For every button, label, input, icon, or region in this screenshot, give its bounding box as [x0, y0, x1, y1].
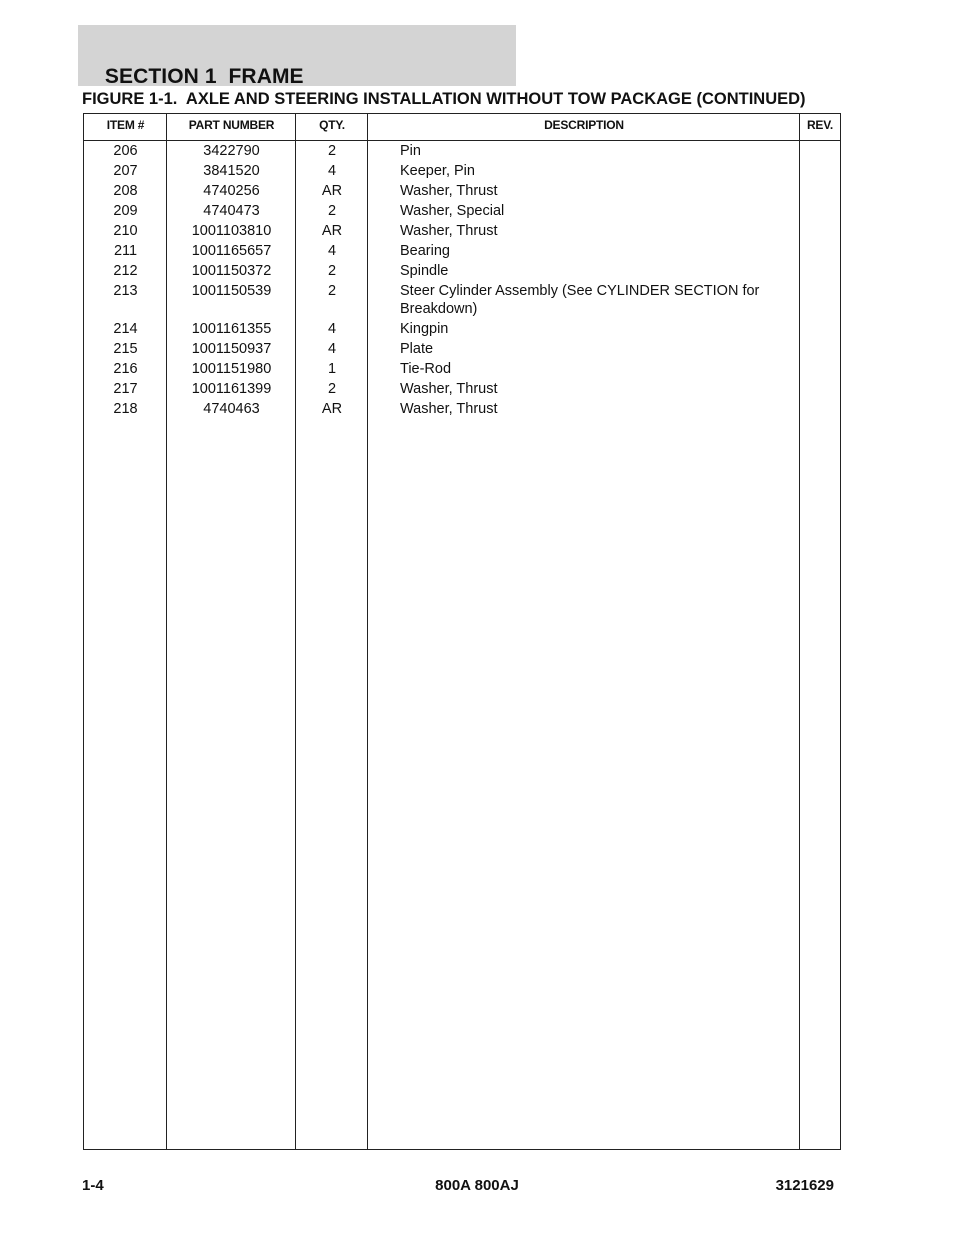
section-banner — [78, 25, 516, 86]
item-number: 209 — [113, 203, 138, 219]
description: Spindle — [400, 263, 449, 279]
quantity: 2 — [327, 203, 337, 219]
description: Tie-Rod — [400, 361, 452, 377]
item-number: 216 — [113, 361, 138, 377]
item-number: 213 — [113, 283, 138, 299]
quantity: 2 — [327, 283, 337, 299]
figure-title: FIGURE 1-1. AXLE AND STEERING INSTALLATION WITHOUT TOW PACKAGE (CONTINUED) — [82, 90, 806, 108]
description: Steer Cylinder Assembly (See CYLINDER SECTION for Breakdown) — [400, 283, 760, 317]
footer-doc-number: 3121629 — [775, 1177, 834, 1194]
header-item: ITEM # — [106, 118, 145, 132]
table-row — [84, 221, 840, 241]
quantity: 2 — [327, 381, 337, 397]
description: Bearing — [400, 243, 450, 259]
table-row — [84, 141, 840, 161]
footer-page-number: 1-4 — [82, 1177, 104, 1194]
part-number: 1001150937 — [191, 341, 272, 357]
quantity: AR — [321, 183, 343, 199]
header-rev: REV. — [806, 118, 834, 132]
description: Washer, Thrust — [400, 183, 498, 199]
footer-model: 800A 800AJ — [435, 1177, 519, 1194]
part-number: 1001161355 — [191, 321, 272, 337]
table-row — [84, 319, 840, 339]
table-row — [84, 339, 840, 359]
item-number: 211 — [113, 243, 138, 259]
description: Washer, Thrust — [400, 401, 498, 417]
table-row — [84, 399, 840, 419]
table-body — [84, 141, 840, 419]
item-number: 210 — [113, 223, 138, 239]
quantity: 1 — [327, 361, 337, 377]
quantity: 4 — [327, 243, 337, 259]
item-number: 208 — [113, 183, 138, 199]
header-qty: QTY. — [319, 118, 345, 132]
table-row — [84, 201, 840, 221]
quantity: 4 — [327, 163, 337, 179]
item-number: 206 — [113, 143, 138, 159]
item-number: 215 — [113, 341, 138, 357]
table-row — [84, 181, 840, 201]
table-row — [84, 241, 840, 261]
description: Washer, Thrust — [400, 223, 498, 239]
quantity: 2 — [327, 263, 337, 279]
description: Washer, Special — [400, 203, 505, 219]
item-number: 212 — [113, 263, 138, 279]
part-number: 4740256 — [203, 183, 260, 199]
table-row — [84, 281, 840, 319]
part-number: 1001151980 — [191, 361, 272, 377]
part-number: 1001150539 — [191, 283, 272, 299]
parts-table — [83, 113, 841, 1150]
part-number: 4740463 — [203, 401, 260, 417]
description: Washer, Thrust — [400, 381, 498, 397]
quantity: 4 — [327, 321, 337, 337]
part-number: 1001161399 — [191, 381, 272, 397]
part-number: 3422790 — [203, 143, 260, 159]
description: Pin — [400, 143, 421, 159]
item-number: 217 — [113, 381, 138, 397]
quantity: 4 — [327, 341, 337, 357]
description: Plate — [400, 341, 434, 357]
table-row — [84, 379, 840, 399]
part-number: 3841520 — [203, 163, 260, 179]
item-number: 214 — [113, 321, 138, 337]
item-number: 207 — [113, 163, 138, 179]
quantity: AR — [321, 401, 343, 417]
description: Keeper, Pin — [400, 163, 475, 179]
part-number: 1001165657 — [191, 243, 272, 259]
header-description: DESCRIPTION — [544, 118, 624, 132]
part-number: 4740473 — [203, 203, 260, 219]
table-row — [84, 261, 840, 281]
table-header — [84, 114, 840, 141]
table-row — [84, 161, 840, 181]
header-part-number: PART NUMBER — [188, 118, 275, 132]
part-number: 1001103810 — [191, 223, 272, 239]
part-number: 1001150372 — [191, 263, 272, 279]
item-number: 218 — [113, 401, 138, 417]
description: Kingpin — [400, 321, 449, 337]
section-title: SECTION 1 FRAME — [104, 65, 304, 88]
table-row — [84, 359, 840, 379]
quantity: AR — [321, 223, 343, 239]
quantity: 2 — [327, 143, 337, 159]
